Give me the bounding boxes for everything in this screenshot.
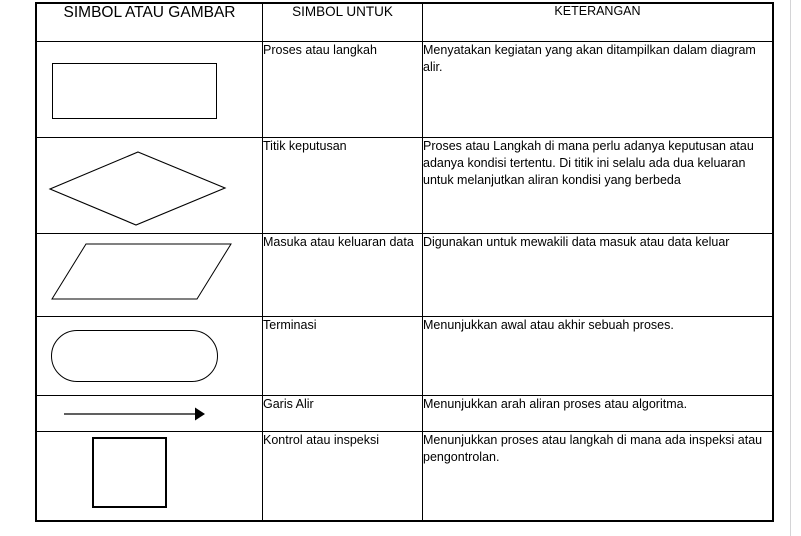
description-cell: Menunjukkan arah aliran proses atau algoritma. — [423, 396, 773, 432]
scrollbar-track[interactable] — [790, 0, 791, 536]
column-header-purpose: SIMBOL UNTUK — [263, 4, 423, 42]
purpose-cell: Garis Alir — [263, 396, 423, 432]
column-header-symbol: SIMBOL ATAU GAMBAR — [37, 4, 263, 42]
purpose-cell: Titik keputusan — [263, 138, 423, 234]
flowchart-symbol-table — [36, 3, 773, 521]
purpose-cell: Masuka atau keluaran data — [263, 234, 423, 317]
description-cell: Digunakan untuk mewakili data masuk atau data keluar — [423, 234, 773, 317]
description-cell: Menunjukkan proses atau langkah di mana ada inspeksi atau pengontrolan. — [423, 432, 773, 521]
diamond-shape-icon — [37, 138, 262, 233]
parallelogram-shape-icon — [37, 234, 262, 316]
symbol-cell-process — [37, 42, 263, 138]
description-cell: Menunjukkan awal atau akhir sebuah proses. — [423, 317, 773, 396]
purpose-cell: Kontrol atau inspeksi — [263, 432, 423, 521]
vertical-scrollbar[interactable] — [786, 0, 801, 536]
table-row — [37, 138, 773, 234]
table-header-row — [37, 4, 773, 42]
table-row — [37, 432, 773, 521]
symbol-cell-termination — [37, 317, 263, 396]
table-row — [37, 317, 773, 396]
arrow-right-icon — [37, 396, 262, 431]
rectangle-shape-icon — [37, 42, 262, 137]
purpose-cell: Proses atau langkah — [263, 42, 423, 138]
table-row — [37, 396, 773, 432]
symbol-cell-decision — [37, 138, 263, 234]
stadium-shape-icon — [37, 317, 262, 395]
symbol-cell-data — [37, 234, 263, 317]
column-header-description: KETERANGAN — [423, 4, 773, 42]
symbol-cell-control — [37, 432, 263, 521]
description-cell: Menyatakan kegiatan yang akan ditampilkan dalam diagram alir. — [423, 42, 773, 138]
purpose-cell: Terminasi — [263, 317, 423, 396]
table-row — [37, 234, 773, 317]
symbol-cell-flowline — [37, 396, 263, 432]
square-shape-icon — [37, 432, 262, 520]
table-row — [37, 42, 773, 138]
description-cell: Proses atau Langkah di mana perlu adanya keputusan atau adanya kondisi tertentu. Di titik ini selalu ada dua keluaran untuk melanjutkan aliran kondisi yang berbeda — [423, 138, 773, 234]
